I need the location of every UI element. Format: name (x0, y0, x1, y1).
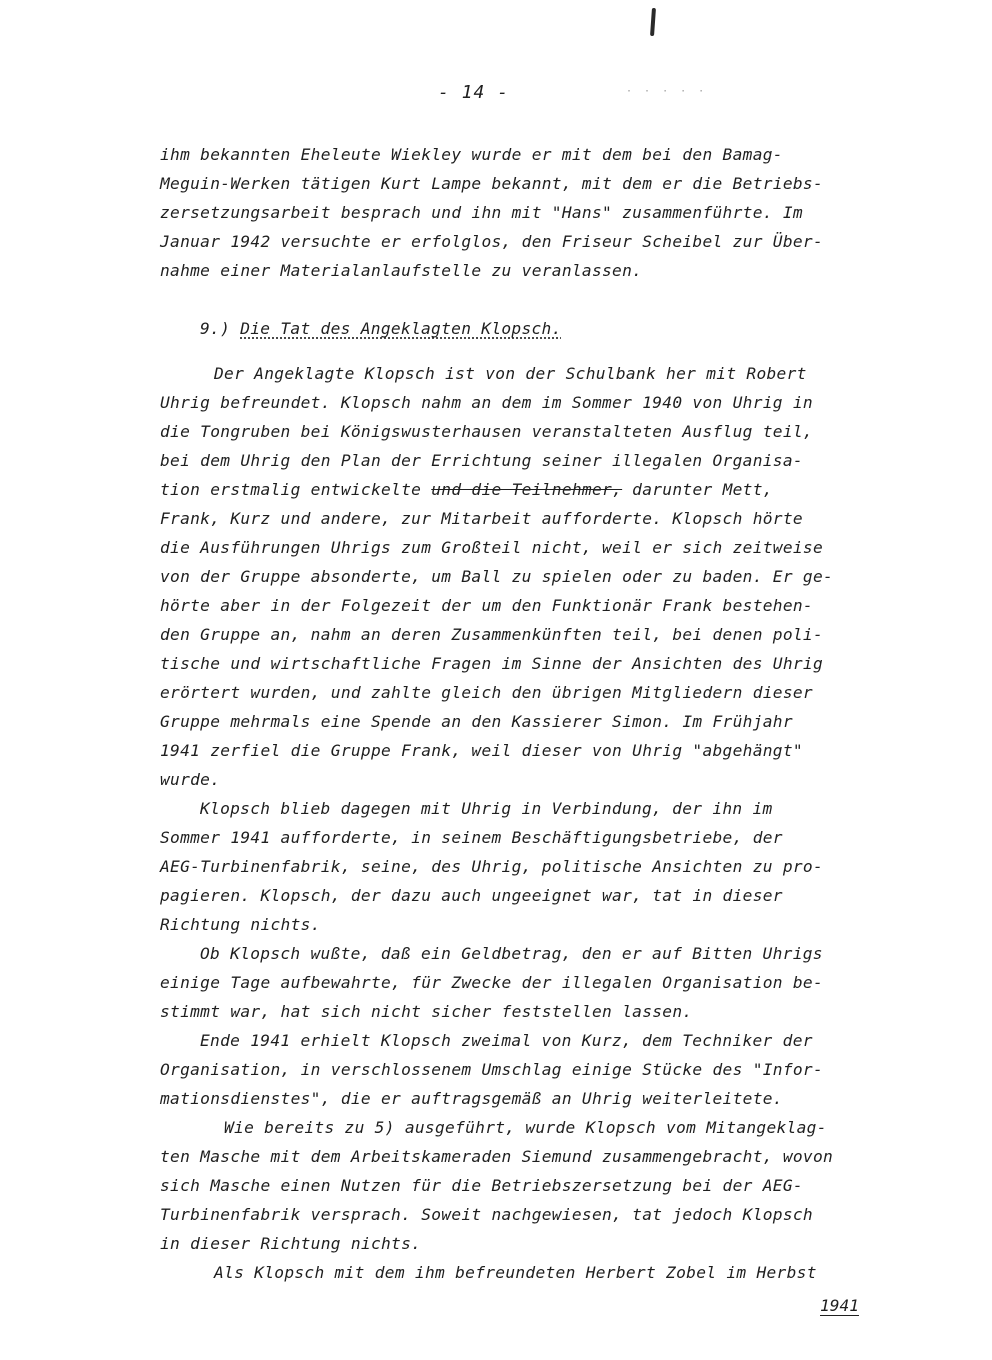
ink-mark (650, 8, 656, 36)
text-line: stimmt war, hat sich nicht sicher feststellen lassen. (160, 1002, 693, 1021)
text-line: in dieser Richtung nichts. (160, 1234, 422, 1253)
catchword: 1941 (820, 1296, 859, 1315)
section-number: 9.) (200, 319, 231, 338)
text-line: ten Masche mit dem Arbeitskameraden Siemund zusammengebracht, wovon (160, 1147, 834, 1166)
text-line: Organisation, in verschlossenem Umschlag einige Stücke des "Infor- (160, 1060, 824, 1079)
text-line: zersetzungsarbeit besprach und ihn mit "Hans" zusammenführte. Im (160, 203, 803, 222)
text-line: bei dem Uhrig den Plan der Errichtung seiner illegalen Organisa- (160, 451, 803, 470)
scan-specks: · · · · · (626, 86, 708, 97)
text-line: mationsdienstes", die er auftragsgemäß an Uhrig weiterleitete. (160, 1089, 783, 1108)
text-line: Der Angeklagte Klopsch ist von der Schulbank her mit Robert (214, 364, 807, 383)
text-line: die Ausführungen Uhrigs zum Großteil nicht, weil er sich zeitweise (160, 538, 824, 557)
text-line: Uhrig befreundet. Klopsch nahm an dem im Sommer 1940 von Uhrig in (160, 393, 813, 412)
text-segment: tion erstmalig entwickelte (160, 480, 422, 499)
text-line (160, 480, 773, 500)
text-line: Ende 1941 erhielt Klopsch zweimal von Kurz, dem Techniker der (200, 1031, 813, 1050)
text-line: einige Tage aufbewahrte, für Zwecke der illegalen Organisation be- (160, 973, 824, 992)
section-title: Die Tat des Angeklagten Klopsch. (240, 319, 562, 338)
section-heading (200, 319, 562, 339)
text-line: wurde. (160, 770, 221, 789)
text-line: tische und wirtschaftliche Fragen im Sinne der Ansichten des Uhrig (160, 654, 824, 673)
text-line: 1941 zerfiel die Gruppe Frank, weil dieser von Uhrig "abgehängt" (160, 741, 803, 760)
page-number: - 14 - (438, 82, 510, 103)
struck-text: und die Teilnehmer, (431, 480, 623, 499)
text-line: die Tongruben bei Königswusterhausen veranstalteten Ausflug teil, (160, 422, 813, 441)
text-line: den Gruppe an, nahm an deren Zusammenkünften teil, bei denen poli- (160, 625, 824, 644)
text-line: Frank, Kurz und andere, zur Mitarbeit aufforderte. Klopsch hörte (160, 509, 803, 528)
text-line: Turbinenfabrik versprach. Soweit nachgewiesen, tat jedoch Klopsch (160, 1205, 813, 1224)
text-line: Richtung nichts. (160, 915, 321, 934)
text-line: Sommer 1941 aufforderte, in seinem Beschäftigungsbetriebe, der (160, 828, 783, 847)
text-line: ihm bekannten Eheleute Wiekley wurde er mit dem bei den Bamag- (160, 145, 783, 164)
text-line: pagieren. Klopsch, der dazu auch ungeeignet war, tat in dieser (160, 886, 783, 905)
text-line: Klopsch blieb dagegen mit Uhrig in Verbindung, der ihn im (200, 799, 773, 818)
text-line: hörte aber in der Folgezeit der um den Funktionär Frank bestehen- (160, 596, 813, 615)
text-line: sich Masche einen Nutzen für die Betriebszersetzung bei der AEG- (160, 1176, 803, 1195)
text-line: Als Klopsch mit dem ihm befreundeten Herbert Zobel im Herbst (214, 1263, 817, 1282)
text-line: Januar 1942 versuchte er erfolglos, den Friseur Scheibel zur Über- (160, 232, 824, 251)
text-line: Meguin-Werken tätigen Kurt Lampe bekannt, mit dem er die Betriebs- (160, 174, 824, 193)
text-line: von der Gruppe absonderte, um Ball zu spielen oder zu baden. Er ge- (160, 567, 834, 586)
text-line: Wie bereits zu 5) ausgeführt, wurde Klopsch vom Mitangeklag- (224, 1118, 827, 1137)
text-segment: darunter Mett, (632, 480, 773, 499)
text-line: nahme einer Materialanlaufstelle zu veranlassen. (160, 261, 643, 280)
text-line: Ob Klopsch wußte, daß ein Geldbetrag, den er auf Bitten Uhrigs (200, 944, 823, 963)
text-line: erörtert wurden, und zahlte gleich den übrigen Mitgliedern dieser (160, 683, 813, 702)
text-line: Gruppe mehrmals eine Spende an den Kassierer Simon. Im Frühjahr (160, 712, 793, 731)
text-line: AEG-Turbinenfabrik, seine, des Uhrig, politische Ansichten zu pro- (160, 857, 824, 876)
